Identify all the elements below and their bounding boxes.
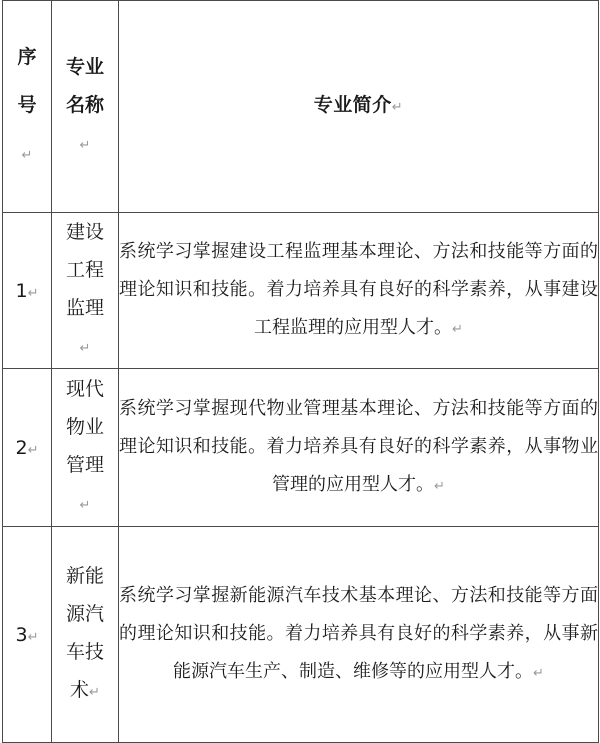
header-name bbox=[52, 1, 119, 213]
table-row bbox=[3, 213, 599, 369]
table-header-row bbox=[3, 1, 599, 213]
header-seq-label: 序号 bbox=[17, 46, 37, 116]
paragraph-mark-icon: ↵ bbox=[27, 442, 39, 458]
paragraph-mark-icon: ↵ bbox=[79, 341, 91, 356]
paragraph-mark-icon: ↵ bbox=[452, 321, 463, 337]
paragraph-mark-icon: ↵ bbox=[21, 148, 33, 163]
paragraph-mark-icon: ↵ bbox=[27, 285, 39, 301]
table-row bbox=[3, 369, 599, 527]
paragraph-mark-icon: ↵ bbox=[27, 629, 39, 645]
table-row bbox=[3, 527, 599, 743]
major-description: 系统学习掌握建设工程监理基本理论、方法和技能等方面的理论知识和技能。着力培养具有良好的科学素养，从事建设工程监理的应用型人才。↵ bbox=[119, 213, 599, 369]
paragraph-mark-icon: ↵ bbox=[79, 498, 91, 513]
major-name: 现代物业管理↵ bbox=[52, 369, 119, 527]
header-seq bbox=[3, 1, 52, 213]
paragraph-mark-icon: ↵ bbox=[434, 478, 445, 494]
paragraph-mark-icon: ↵ bbox=[89, 685, 100, 700]
paragraph-mark-icon: ↵ bbox=[391, 100, 404, 115]
row-number: 2↵ bbox=[3, 369, 52, 527]
major-name: 新能源汽车技术↵ bbox=[52, 527, 119, 743]
header-intro-label: 专业简介 bbox=[313, 94, 392, 116]
majors-table bbox=[2, 0, 599, 743]
paragraph-mark-icon: ↵ bbox=[79, 138, 91, 153]
major-description: 系统学习掌握新能源汽车技术基本理论、方法和技能等方面的理论知识和技能。着力培养具有良好的科学素养，从事新能源汽车生产、制造、维修等的应用型人才。↵ bbox=[119, 527, 599, 743]
header-name-label: 专业名称 bbox=[65, 56, 104, 116]
major-name: 建设工程监理↵ bbox=[52, 213, 119, 369]
paragraph-mark-icon: ↵ bbox=[533, 665, 544, 681]
row-number: 3↵ bbox=[3, 527, 52, 743]
row-number: 1↵ bbox=[3, 213, 52, 369]
major-description: 系统学习掌握现代物业管理基本理论、方法和技能等方面的理论知识和技能。着力培养具有良好的科学素养，从事物业管理的应用型人才。↵ bbox=[119, 369, 599, 527]
header-intro bbox=[119, 1, 599, 213]
